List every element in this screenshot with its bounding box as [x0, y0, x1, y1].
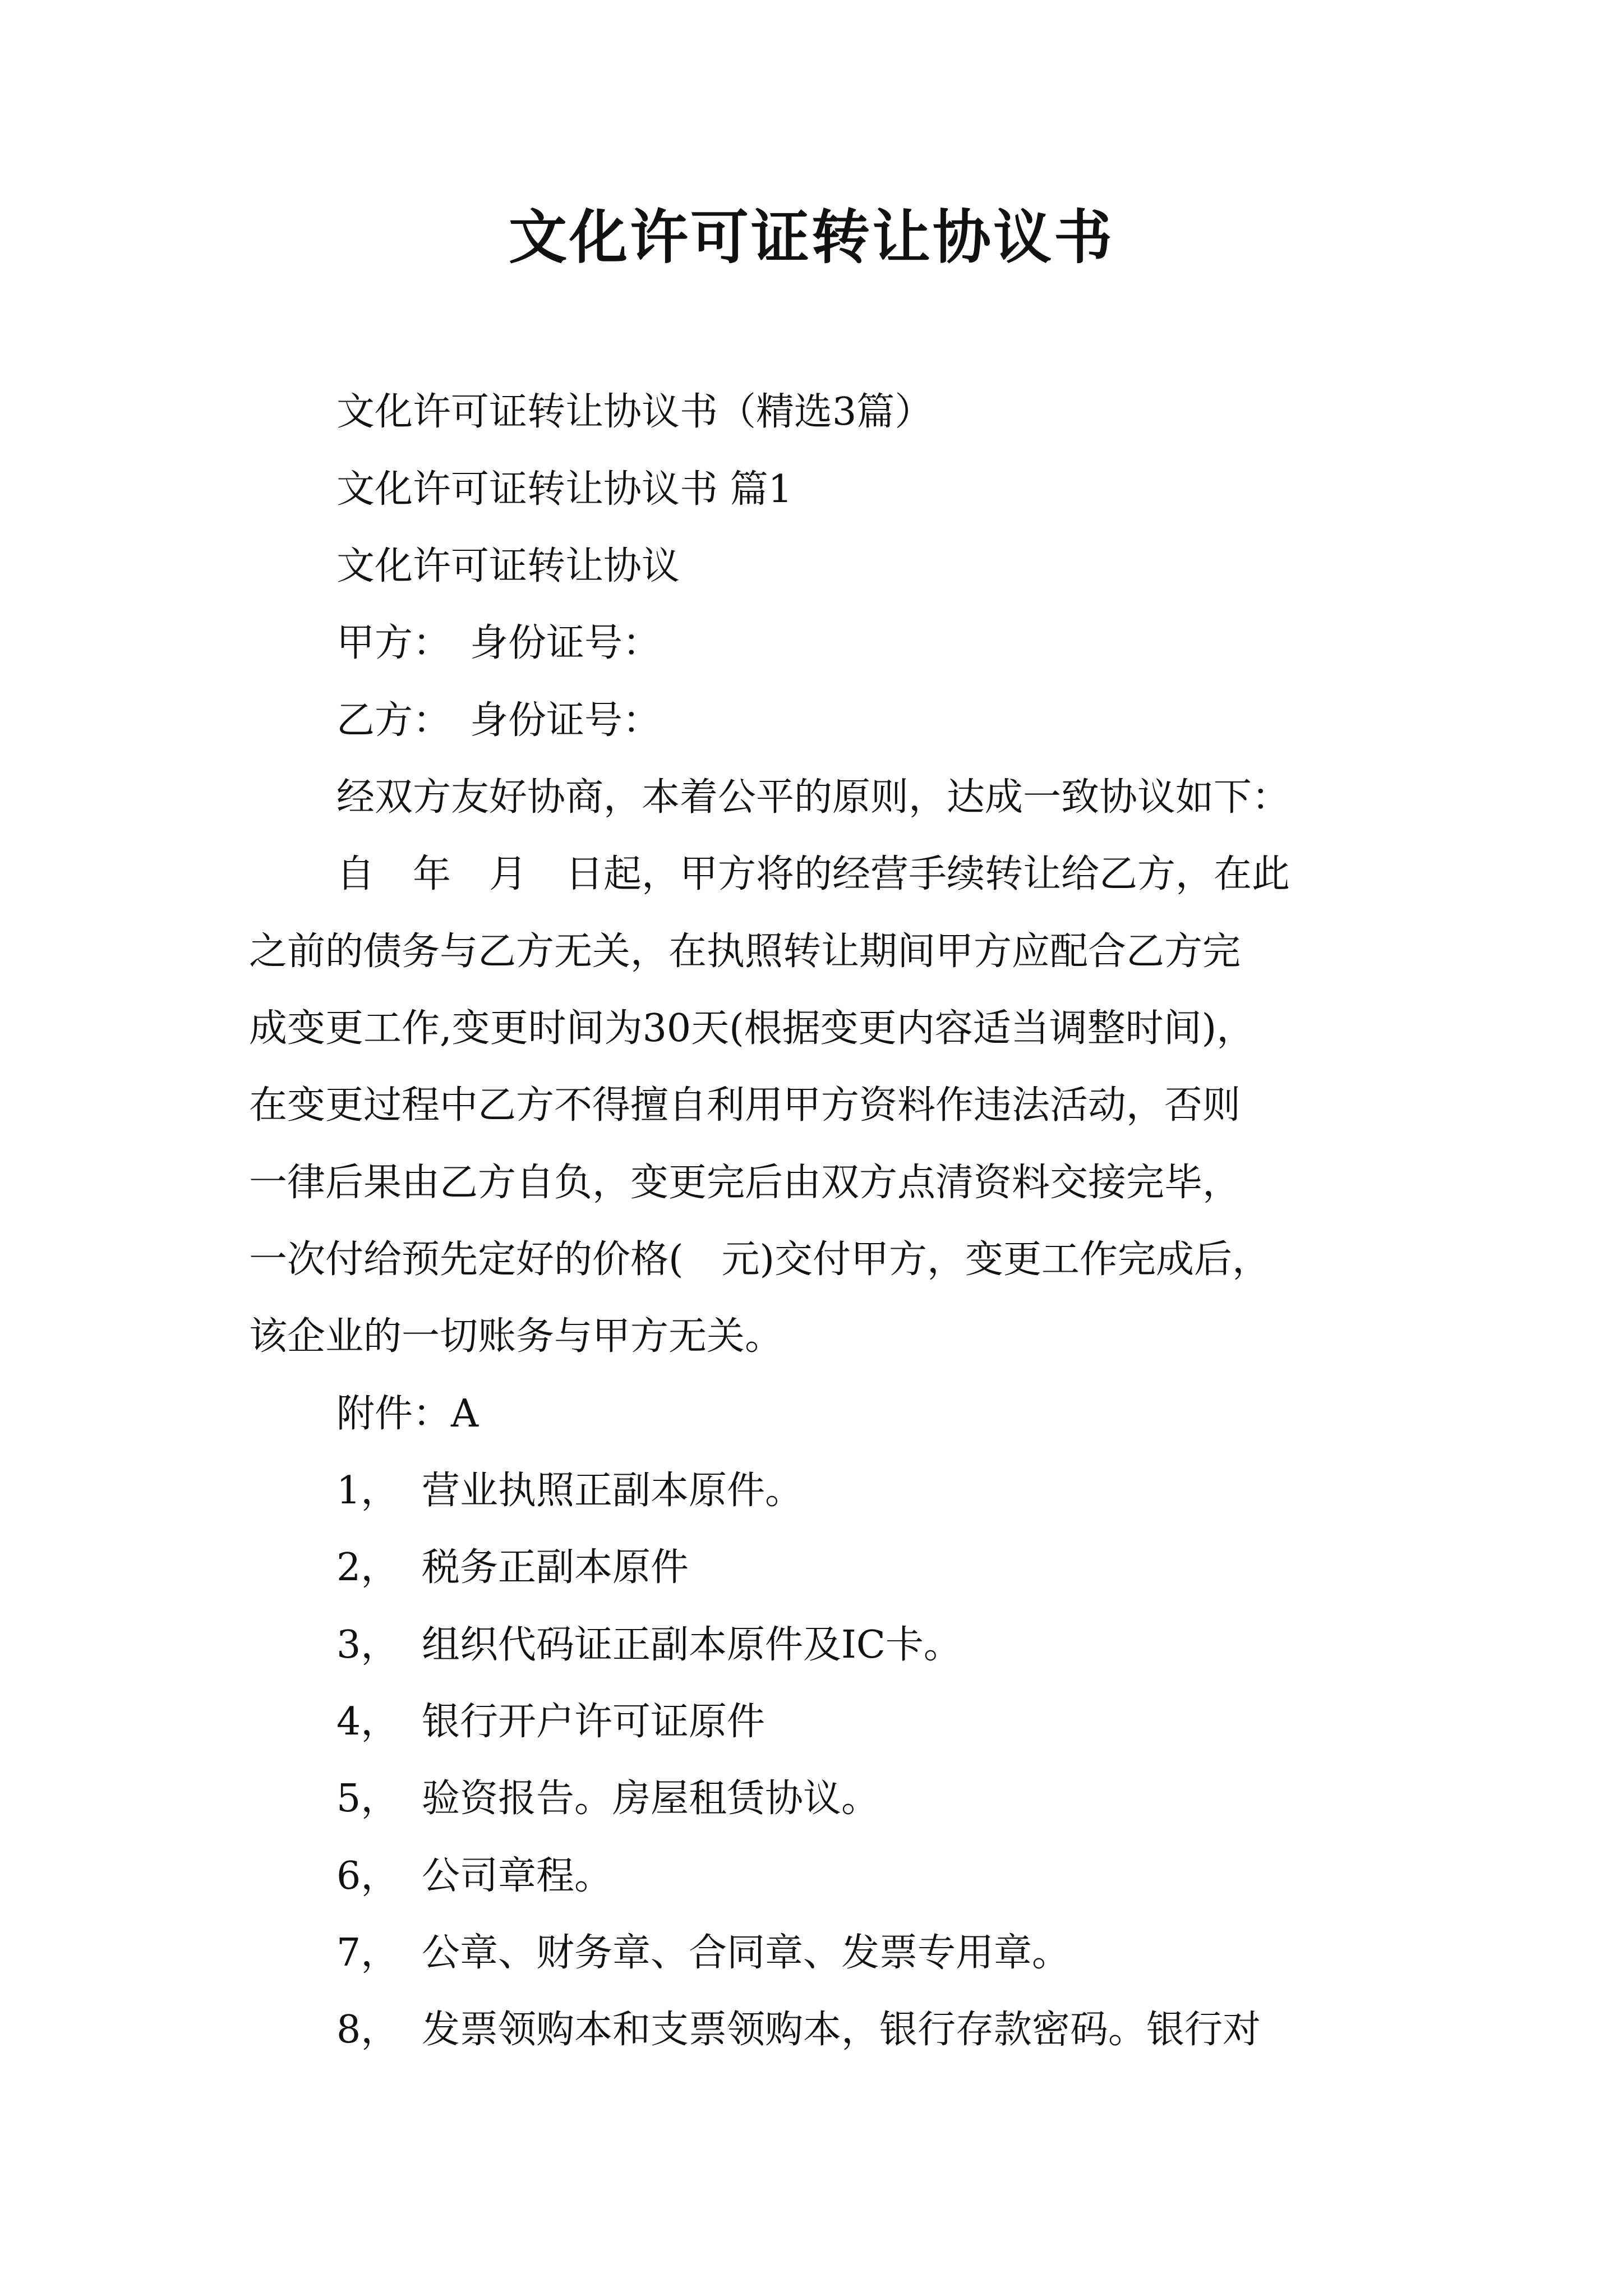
list-item-number: 7，	[336, 1931, 399, 1975]
subtitle-line: 文化许可证转让协议书（精选3篇）	[336, 390, 933, 434]
list-item-text: 公章、财务章、合同章、发票专用章。	[422, 1931, 1071, 1975]
list-item-text: 税务正副本原件	[422, 1545, 689, 1590]
list-item-number: 4，	[336, 1700, 399, 1744]
section-heading: 文化许可证转让协议书 篇1	[336, 467, 792, 512]
party-b-line: 乙方： 身份证号：	[336, 698, 661, 743]
list-item-number: 2，	[336, 1545, 399, 1590]
body-paragraph-line: 该企业的一切账务与甲方无关。	[249, 1314, 783, 1359]
body-paragraph-line: 成变更工作,变更时间为30天(根据变更内容适当调整时间)，	[249, 1006, 1255, 1051]
party-a-line: 甲方： 身份证号：	[336, 621, 661, 665]
list-item-text: 公司章程。	[422, 1854, 613, 1898]
list-item-text: 发票领购本和支票领购本，银行存款密码。银行对	[422, 2008, 1261, 2052]
list-item-number: 3，	[336, 1623, 399, 1667]
list-item-text: 银行开户许可证原件	[422, 1700, 766, 1744]
list-item-number: 5，	[336, 1777, 399, 1821]
preamble-line: 经双方友好协商，本着公平的原则，达成一致协议如下：	[336, 775, 1290, 820]
list-item-text: 组织代码证正副本原件及IC卡。	[422, 1623, 962, 1667]
list-item-text: 营业执照正副本原件。	[422, 1469, 804, 1513]
list-item-number: 6，	[336, 1854, 399, 1898]
body-paragraph-line: 在变更过程中乙方不得擅自利用甲方资料作违法活动，否则	[249, 1083, 1241, 1128]
body-paragraph-line: 一律后果由乙方自负，变更完后由双方点清资料交接完毕，	[249, 1161, 1241, 1205]
list-item-number: 8，	[336, 2008, 399, 2052]
body-paragraph-line: 自 年 月 日起，甲方将的经营手续转让给乙方，在此	[336, 852, 1290, 896]
list-item-text: 验资报告。房屋租赁协议。	[422, 1777, 880, 1821]
document-title: 文化许可证转让协议书	[508, 203, 1114, 272]
attachment-label: 附件：A	[336, 1392, 479, 1436]
agreement-name: 文化许可证转让协议	[336, 544, 680, 588]
list-item-number: 1，	[336, 1469, 399, 1513]
body-paragraph-line: 一次付给预先定好的价格( 元)交付甲方，变更工作完成后，	[249, 1237, 1271, 1282]
body-paragraph-line: 之前的债务与乙方无关，在执照转让期间甲方应配合乙方完	[249, 930, 1241, 974]
